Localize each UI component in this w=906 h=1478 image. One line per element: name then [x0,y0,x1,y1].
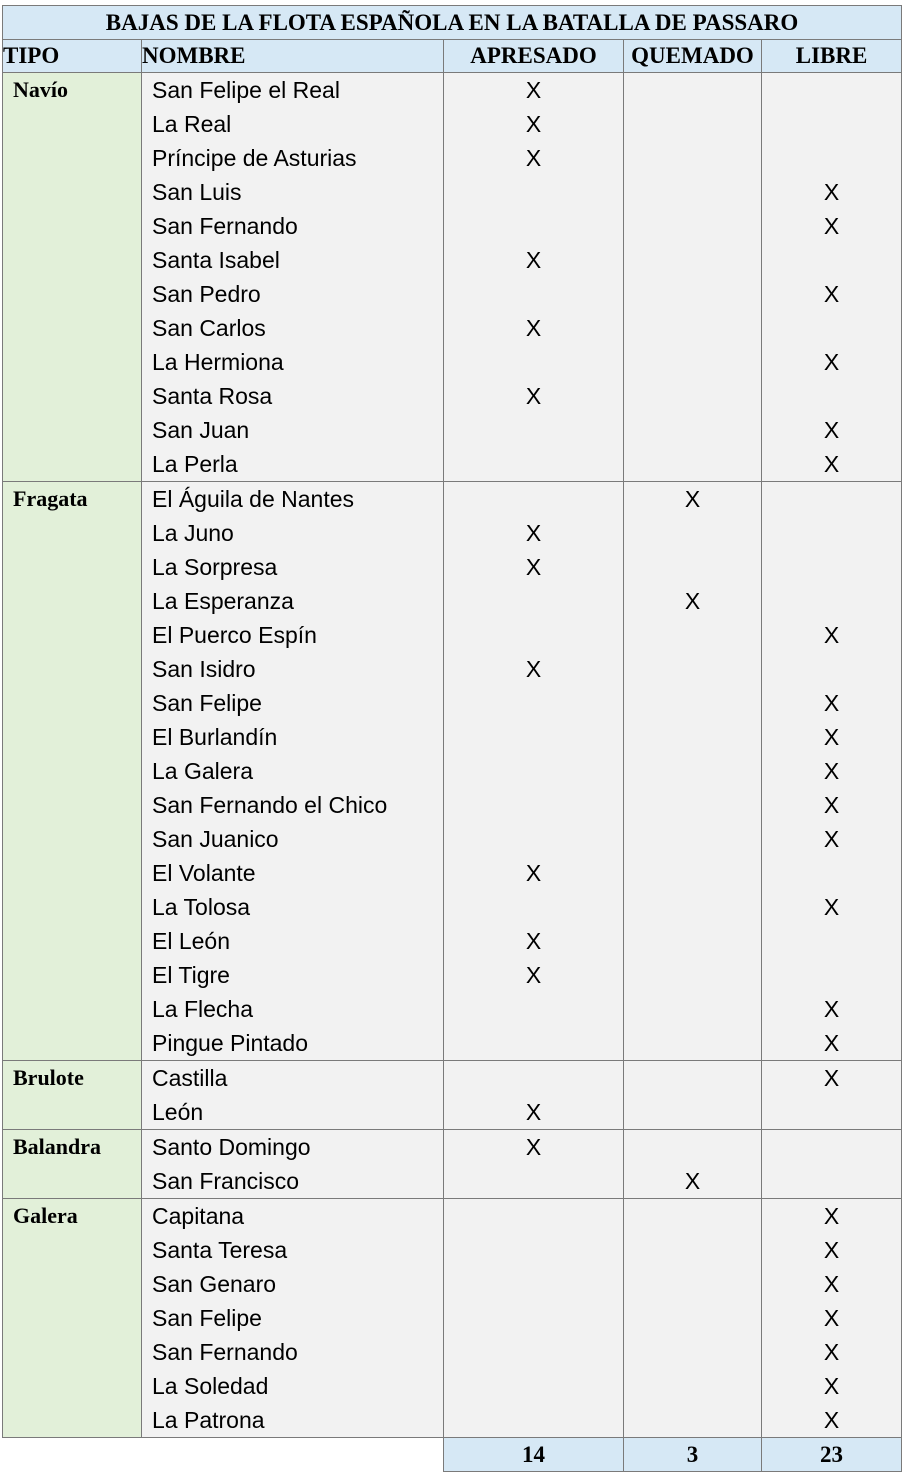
table-body [3,73,902,1438]
quemado-mark-cell [624,890,762,924]
quemado-mark-cell: X [624,584,762,618]
quemado-mark-cell [624,822,762,856]
apresado-mark-cell [444,618,624,652]
quemado-mark-cell [624,1130,762,1165]
apresado-mark-cell: X [444,1130,624,1165]
libre-mark-cell: X [762,754,902,788]
header-quemado: QUEMADO [624,40,762,73]
nombre-cell: San Fernando [142,1335,444,1369]
quemado-mark-cell [624,924,762,958]
libre-mark-cell: X [762,1369,902,1403]
nombre-cell: San Carlos [142,311,444,345]
apresado-mark-cell: X [444,550,624,584]
libre-mark-cell [762,924,902,958]
apresado-mark-cell [444,890,624,924]
apresado-mark-cell [444,822,624,856]
libre-mark-cell [762,584,902,618]
apresado-mark-cell [444,754,624,788]
apresado-mark-cell [444,1233,624,1267]
quemado-mark-cell [624,618,762,652]
quemado-mark-cell [624,73,762,108]
quemado-mark-cell [624,754,762,788]
nombre-cell: El Puerco Espín [142,618,444,652]
libre-mark-cell: X [762,209,902,243]
nombre-cell: La Hermiona [142,345,444,379]
apresado-mark-cell [444,1369,624,1403]
nombre-cell: San Luis [142,175,444,209]
quemado-mark-cell [624,1335,762,1369]
nombre-cell: La Perla [142,447,444,482]
total-quemado: 3 [624,1438,762,1472]
apresado-mark-cell [444,686,624,720]
nombre-cell: León [142,1095,444,1130]
quemado-mark-cell [624,992,762,1026]
apresado-mark-cell [444,413,624,447]
libre-mark-cell: X [762,720,902,754]
quemado-mark-cell [624,958,762,992]
nombre-cell: Santo Domingo [142,1130,444,1165]
libre-mark-cell [762,107,902,141]
nombre-cell: El León [142,924,444,958]
libre-mark-cell: X [762,1026,902,1061]
apresado-mark-cell: X [444,73,624,108]
apresado-mark-cell [444,1026,624,1061]
libre-mark-cell [762,516,902,550]
apresado-mark-cell [444,209,624,243]
apresado-mark-cell: X [444,311,624,345]
quemado-mark-cell [624,516,762,550]
header-libre: LIBRE [762,40,902,73]
quemado-mark-cell [624,1026,762,1061]
apresado-mark-cell: X [444,958,624,992]
apresado-mark-cell: X [444,243,624,277]
libre-mark-cell [762,856,902,890]
losses-table [2,5,902,1472]
apresado-mark-cell [444,1301,624,1335]
libre-mark-cell: X [762,1061,902,1096]
table-title: BAJAS DE LA FLOTA ESPAÑOLA EN LA BATALLA DE PASSARO [3,6,902,40]
quemado-mark-cell: X [624,1164,762,1199]
libre-mark-cell [762,141,902,175]
apresado-mark-cell: X [444,924,624,958]
quemado-mark-cell: X [624,482,762,517]
apresado-mark-cell [444,584,624,618]
apresado-mark-cell [444,1199,624,1234]
libre-mark-cell: X [762,1199,902,1234]
total-apresado: 14 [444,1438,624,1472]
nombre-cell: San Pedro [142,277,444,311]
apresado-mark-cell [444,720,624,754]
quemado-mark-cell [624,1061,762,1096]
quemado-mark-cell [624,175,762,209]
nombre-cell: Castilla [142,1061,444,1096]
libre-mark-cell: X [762,277,902,311]
quemado-mark-cell [624,379,762,413]
nombre-cell: La Tolosa [142,890,444,924]
quemado-mark-cell [624,311,762,345]
nombre-cell: San Francisco [142,1164,444,1199]
apresado-mark-cell: X [444,856,624,890]
nombre-cell: La Soledad [142,1369,444,1403]
quemado-mark-cell [624,652,762,686]
header-tipo: TIPO [3,40,142,73]
apresado-mark-cell [444,1061,624,1096]
header-nombre: NOMBRE [142,40,444,73]
nombre-cell: Pingue Pintado [142,1026,444,1061]
nombre-cell: La Esperanza [142,584,444,618]
libre-mark-cell [762,243,902,277]
libre-mark-cell [762,652,902,686]
apresado-mark-cell [444,482,624,517]
quemado-mark-cell [624,1369,762,1403]
nombre-cell: Capitana [142,1199,444,1234]
quemado-mark-cell [624,686,762,720]
table-row [3,1199,902,1234]
apresado-mark-cell: X [444,1095,624,1130]
apresado-mark-cell [444,345,624,379]
libre-mark-cell [762,1164,902,1199]
apresado-mark-cell: X [444,141,624,175]
nombre-cell: San Felipe el Real [142,73,444,108]
libre-mark-cell [762,550,902,584]
quemado-mark-cell [624,550,762,584]
tipo-cell: Fragata [3,482,142,1061]
quemado-mark-cell [624,788,762,822]
apresado-mark-cell [444,1335,624,1369]
libre-mark-cell [762,1095,902,1130]
libre-mark-cell: X [762,822,902,856]
nombre-cell: San Isidro [142,652,444,686]
libre-mark-cell: X [762,1403,902,1438]
quemado-mark-cell [624,345,762,379]
quemado-mark-cell [624,720,762,754]
quemado-mark-cell [624,1199,762,1234]
apresado-mark-cell: X [444,107,624,141]
nombre-cell: La Real [142,107,444,141]
tipo-cell: Navío [3,73,142,482]
nombre-cell: El Burlandín [142,720,444,754]
nombre-cell: San Fernando [142,209,444,243]
nombre-cell: San Genaro [142,1267,444,1301]
quemado-mark-cell [624,277,762,311]
quemado-mark-cell [624,413,762,447]
libre-mark-cell: X [762,992,902,1026]
total-libre: 23 [762,1438,902,1472]
tipo-cell: Brulote [3,1061,142,1130]
quemado-mark-cell [624,243,762,277]
libre-mark-cell: X [762,175,902,209]
tipo-cell: Galera [3,1199,142,1438]
table-row [3,73,902,108]
nombre-cell: La Sorpresa [142,550,444,584]
quemado-mark-cell [624,1267,762,1301]
apresado-mark-cell: X [444,379,624,413]
libre-mark-cell [762,73,902,108]
apresado-mark-cell [444,1267,624,1301]
header-apresado: APRESADO [444,40,624,73]
apresado-mark-cell [444,1403,624,1438]
tipo-cell: Balandra [3,1130,142,1199]
apresado-mark-cell: X [444,652,624,686]
nombre-cell: San Fernando el Chico [142,788,444,822]
nombre-cell: Santa Isabel [142,243,444,277]
nombre-cell: Santa Rosa [142,379,444,413]
libre-mark-cell: X [762,413,902,447]
apresado-mark-cell [444,447,624,482]
nombre-cell: El Volante [142,856,444,890]
apresado-mark-cell [444,277,624,311]
libre-mark-cell: X [762,890,902,924]
quemado-mark-cell [624,209,762,243]
nombre-cell: La Galera [142,754,444,788]
nombre-cell: El Tigre [142,958,444,992]
libre-mark-cell [762,379,902,413]
quemado-mark-cell [624,856,762,890]
nombre-cell: La Flecha [142,992,444,1026]
apresado-mark-cell [444,788,624,822]
quemado-mark-cell [624,1095,762,1130]
nombre-cell: San Juanico [142,822,444,856]
libre-mark-cell: X [762,1267,902,1301]
quemado-mark-cell [624,141,762,175]
nombre-cell: La Patrona [142,1403,444,1438]
libre-mark-cell [762,482,902,517]
nombre-cell: Príncipe de Asturias [142,141,444,175]
libre-mark-cell: X [762,345,902,379]
apresado-mark-cell: X [444,516,624,550]
quemado-mark-cell [624,447,762,482]
libre-mark-cell: X [762,1335,902,1369]
libre-mark-cell: X [762,447,902,482]
nombre-cell: El Águila de Nantes [142,482,444,517]
nombre-cell: La Juno [142,516,444,550]
nombre-cell: San Juan [142,413,444,447]
libre-mark-cell: X [762,618,902,652]
apresado-mark-cell [444,1164,624,1199]
libre-mark-cell: X [762,686,902,720]
totals-spacer [3,1438,444,1472]
nombre-cell: San Felipe [142,686,444,720]
table-row [3,482,902,517]
table-row [3,1130,902,1165]
quemado-mark-cell [624,107,762,141]
table-row [3,1061,902,1096]
libre-mark-cell [762,958,902,992]
apresado-mark-cell [444,992,624,1026]
apresado-mark-cell [444,175,624,209]
libre-mark-cell [762,1130,902,1165]
quemado-mark-cell [624,1403,762,1438]
libre-mark-cell: X [762,1301,902,1335]
libre-mark-cell: X [762,788,902,822]
nombre-cell: Santa Teresa [142,1233,444,1267]
libre-mark-cell: X [762,1233,902,1267]
quemado-mark-cell [624,1233,762,1267]
nombre-cell: San Felipe [142,1301,444,1335]
libre-mark-cell [762,311,902,345]
quemado-mark-cell [624,1301,762,1335]
